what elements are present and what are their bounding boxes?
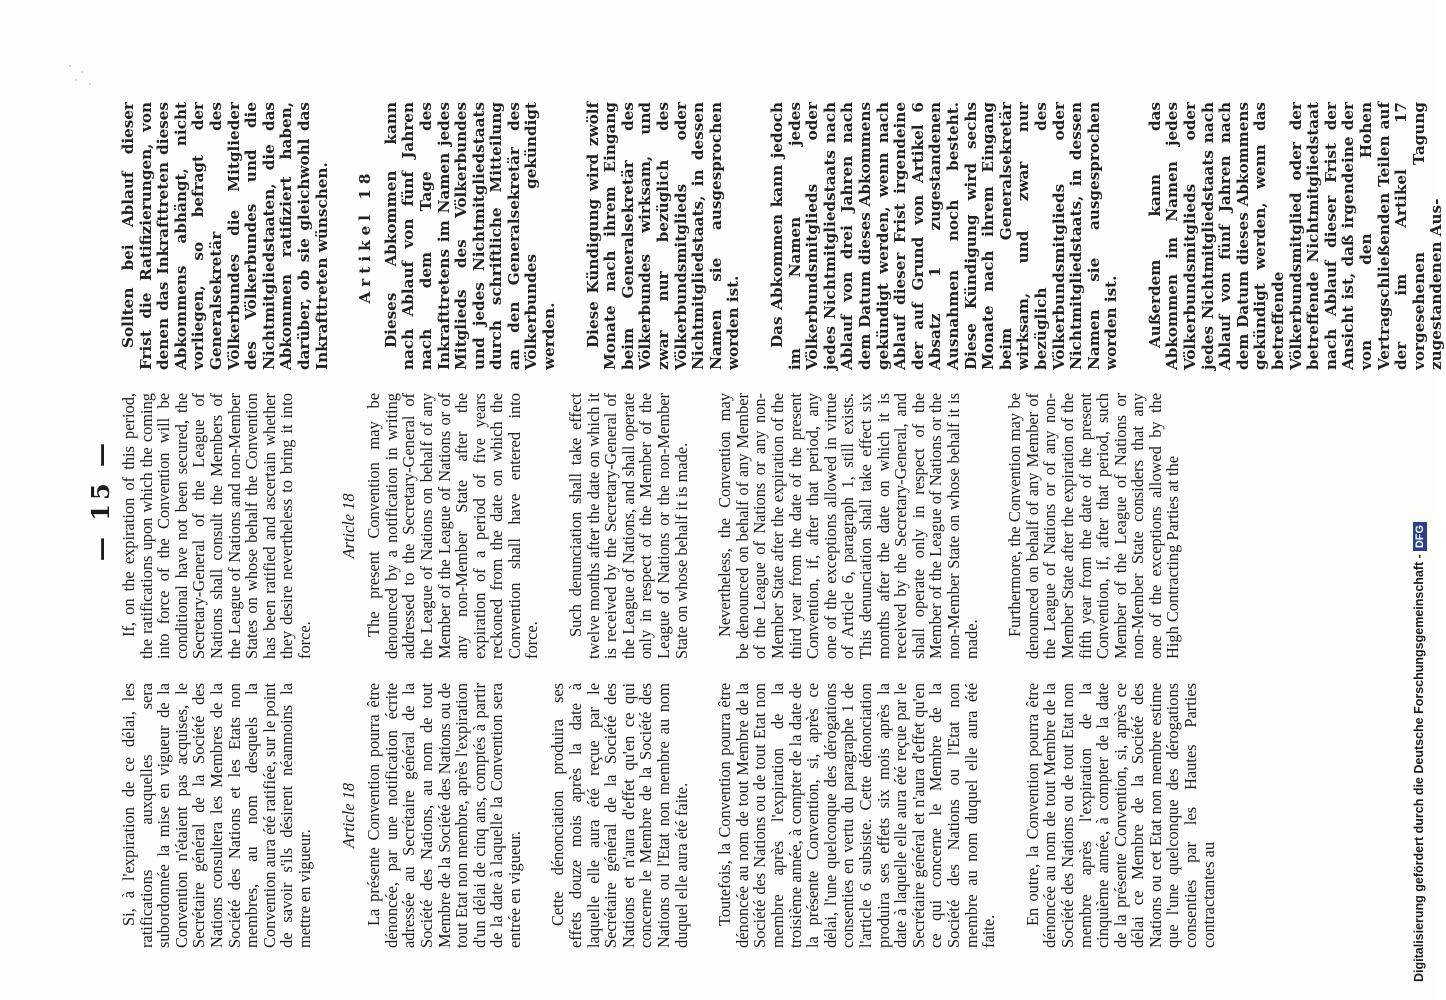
german-paragraph: Das Abkommen kann jedoch im Namen jedes Völkerbundsmitglieds oder jedes Nichtmitgliedstaats nach Ablauf von drei Jahren nach dem Datum dieses Abkommens gekündigt werden, wenn nach Ablauf dieser Frist irgendeine der auf Grund von Artikel 6 Absatz 1 zugestandenen Ausnahmen noch besteht. Diese Kündigung wird sechs Monate nach ihrem Eingang beim Generalsekretär wirksam, und zwar nur bezüglich des Völkerbundsmitglieds oder Nichtmitgliedstaats, in dessen Namen sie ausgesprochen worden ist.	[768, 102, 1121, 370]
page-number: — 15 —	[86, 438, 115, 562]
digitization-note-text: Digitalisierung gefördert durch die Deutsche Forschungsgemeinschaft -	[1412, 554, 1426, 982]
scan-specks	[60, 54, 120, 94]
french-paragraph: Toutefois, la Convention pourra être dénoncée au nom de tout Membre de la Société des Nations ou de tout Etat non membre après l'expiration de la troisième année, à compter de la date de la présente Convention, si, après ce délai, l'une quelconque des dérogations consenties en vertu du paragraphe 1 de l'article 6 subsiste. Cette dénonciation produira ses effets six mois après la date à laquelle elle aura été reçue par le Secrétaire général et n'aura d'effet qu'en ce qui concerne le Membre de la Société des Nations ou l'Etat non membre au nom duquel elle aura été faite.	[715, 683, 999, 948]
german-paragraph: Sollten bei Ablauf dieser Frist die Ratifizierungen, von denen das Inkrafttreten dieses Abkommens abhängt, nicht vorliegen, so befragt der Generalsekretär des Völkerbundes die Mitglieder des Völkerbundes und die Nichtmitgliedstaaten, die das Abkommen ratifiziert haben, darüber, ob sie gleichwohl das Inkrafttreten wünschen.	[119, 102, 331, 370]
english-paragraph: Nevertheless, the Convention may be denounced on behalf of any Member of the League of Nations or any non-Member State after the expiration of the third year from the date of the present Convention, if, after that period, any one of the exceptions allowed in virtue of Article 6, paragraph 1, still exists. This denunciation shall take effect six months after the date on which it is received by the Secretary-General, and shall operate only in respect of the Member of the League of Nations or the non-Member State on whose behalf it is made.	[715, 393, 981, 659]
english-article-heading: Article 18	[338, 493, 358, 559]
french-paragraph: La présente Convention pourra être dénoncée, par une notification écrite adressée au Secrétaire général de la Société des Nations, au nom de tout Membre de la Société des Nations ou de tout Etat non membre, après l'expiration d'un délai de cinq ans, comptés à partir de la date à laquelle la Convention sera entrée en vigueur.	[364, 683, 524, 948]
french-paragraph: Cette dénonciation produira ses effets douze mois après la date à laquelle elle aura été reçue par le Secrétaire général de la Société des Nations et n'aura d'effet qu'en ce qui concerne le Membre de la Société des Nations ou l'Etat non membre au nom duquel elle aura été faite.	[548, 683, 691, 948]
german-paragraph: Außerdem kann das Abkommen im Namen jedes Völkerbundsmitglieds oder jedes Nichtmitgliedstaats nach Ablauf von fünf Jahren nach dem Datum dieses Abkommens gekündigt werden, wenn das betreffende Völkerbundsmitglied oder der betreffende Nichtmitgliedstaat nach Ablauf dieser Frist der Ansicht ist, daß irgendeine der von den Hohen Vertragschließenden Teilen auf der im Artikel 17 vorgesehenen Tagung zugestandenen Aus-	[1145, 102, 1446, 370]
english-paragraph: If, on the expiration of this period, the ratifications upon which the coming into force of the Convention will be conditional have not been secured, the Secretary-General of the League of Nations shall consult the Members of the League of Nations and non-Member States on whose behalf the Convention has been ratified and ascertain whether they desire nevertheless to bring it into force.	[119, 393, 314, 659]
english-paragraph: The present Convention may be denounced by a notification in writing addressed to the Secretary-General of the League of Nations on behalf of any Member of the League of Nations or of any non-Member State after the expiration of a period of five years reckoned from the date on which the Convention shall have entered into force.	[364, 393, 542, 659]
english-paragraph: Such denunciation shall take effect twelve months after the date on which it is received by the Secretary-General of the League of Nations, and shall operate only in respect of the Member of the League of Nations or the non-Member State on whose behalf it is made.	[566, 393, 691, 659]
french-article-heading: Article 18	[338, 782, 358, 849]
german-paragraph: Dieses Abkommen kann nach Ablauf von fünf Jahren nach dem Tage des Inkrafttretens im Namen jedes Mitglieds des Völkerbundes und jedes Nichtmitgliedstaats durch schriftliche Mitteilung an den Generalsekretär des Völkerbundes gekündigt werden.	[381, 102, 559, 370]
german-column	[119, 102, 1446, 370]
german-article-heading: Artikel 18	[356, 168, 375, 304]
french-paragraph: En outre, la Convention pourra être dénoncée au nom de tout Membre de la Société des Nations ou de tout Etat non membre après l'expiration de la cinquième année, à compter de la date de la présente Convention, si, après ce délai ce Membre de la Société des Nations ou cet Etat non membre estime que l'une quelconque des dérogations consenties par les Hautes Parties contractantes au	[1022, 683, 1218, 948]
digitization-note	[1408, 10, 1432, 990]
english-column	[120, 393, 1290, 659]
french-column	[120, 683, 1290, 948]
french-paragraph: Si, à l'expiration de ce délai, les ratifications auxquelles sera subordonnée la mise en vigueur de la Convention n'étaient pas acquises, le Secrétaire général de la Société des Nations consultera les Membres de la Société des Nations et les Etats non membres, au nom desquels la Convention aura été ratifiée, sur le point de savoir s'ils désirent néanmoins la mettre en vigueur.	[119, 683, 314, 948]
german-paragraph: Diese Kündigung wird zwölf Monate nach ihrem Eingang beim Generalsekretär des Völkerbundes wirksam, und zwar nur bezüglich des Völkerbundsmitglieds oder Nichtmitgliedstaats, in dessen Namen sie ausgesprochen worden ist.	[583, 102, 743, 370]
dfg-logo: DFG	[1413, 522, 1427, 551]
english-paragraph: Furthermore, the Convention may be denounced on behalf of any Member of the League of Nations or of any non-Member State after the expiration of the fifth year from the date of the present Convention, if, after that period, such Member of the League of Nations or non-Member State considers that any one of the exceptions allowed by the High Contracting Parties at the	[1005, 393, 1183, 659]
